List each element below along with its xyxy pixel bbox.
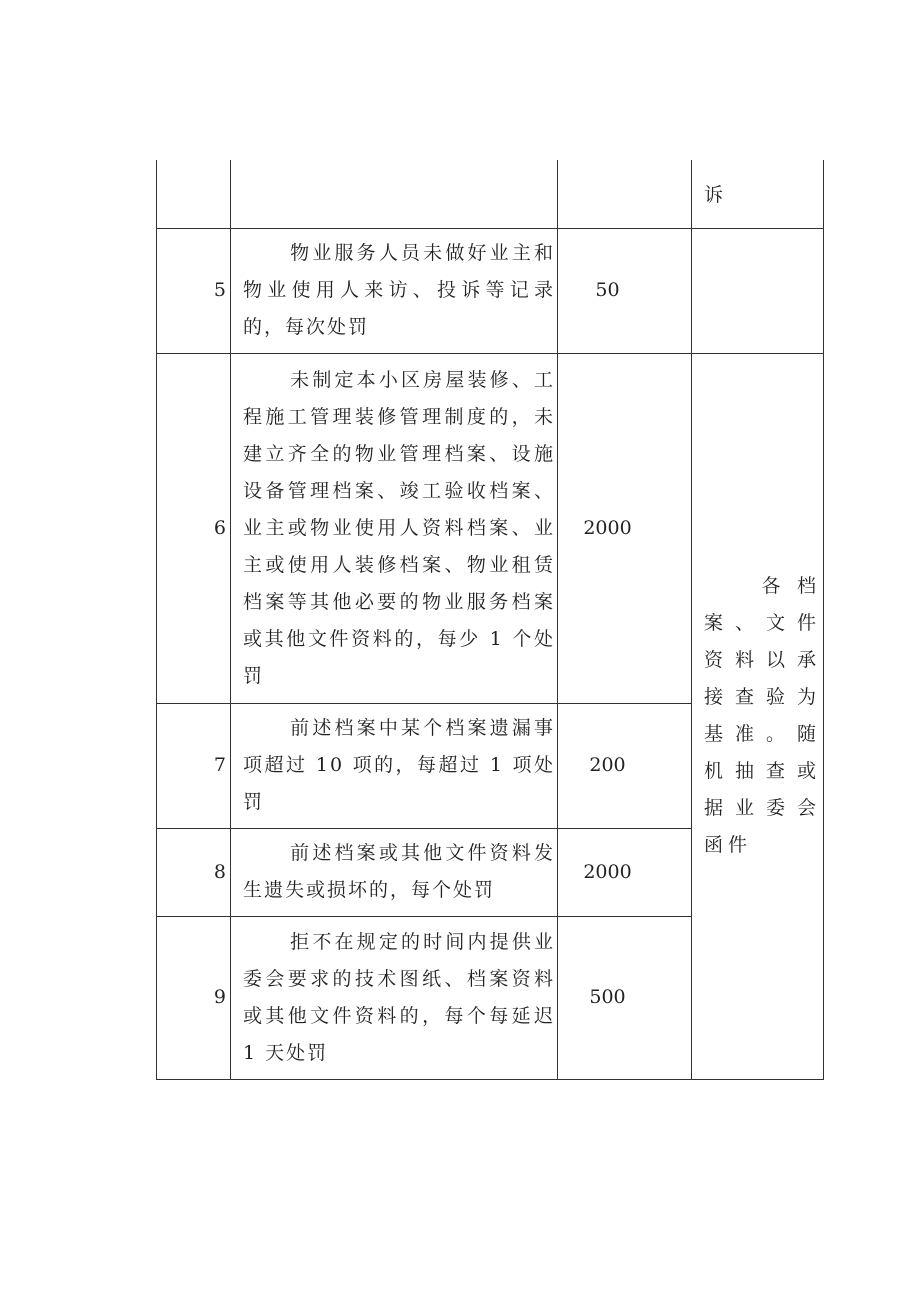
merged-note-cell <box>692 353 824 1079</box>
description-cell <box>231 916 558 1079</box>
amount-cell: 2000 <box>558 828 692 916</box>
description-cell <box>231 828 558 916</box>
row-number-cell: 7 <box>157 703 231 828</box>
row-number-cell: 5 <box>157 228 231 353</box>
description-cell <box>231 160 558 228</box>
description-cell <box>231 228 558 353</box>
description-cell <box>231 703 558 828</box>
description-text: 未制定本小区房屋装修、工程施工管理装修管理制度的，未建立齐全的物业管理档案、设施设备管理档案、竣工验收档案、业主或物业使用人资料档案、业主或使用人装修档案、物业租赁档案等其他必要的物业服务档案或其他文件资料的，每少 1 个处罚 <box>243 368 555 687</box>
row-number-cell: 8 <box>157 828 231 916</box>
table-row <box>157 353 824 703</box>
note-cell <box>692 228 824 353</box>
description-text: 前述档案中某个档案遗漏事项超过 10 项的，每超过 1 项处罚 <box>243 717 555 813</box>
description-cell <box>231 353 558 703</box>
amount-cell <box>558 160 692 228</box>
amount-cell: 500 <box>558 916 692 1079</box>
description-text: 前述档案或其他文件资料发生遗失或损坏的，每个处罚 <box>243 842 555 901</box>
table-row-continuation <box>157 160 824 228</box>
description-text: 拒不在规定的时间内提供业委会要求的技术图纸、档案资料或其他文件资料的，每个每延迟 1 天处罚 <box>243 930 555 1064</box>
merged-note-text: 各档案、文件资料以承接查验为基准。随机抽查或据业委会函件 <box>704 575 821 856</box>
amount-cell: 50 <box>558 228 692 353</box>
note-cell: 诉 <box>692 160 824 228</box>
table-row <box>157 228 824 353</box>
row-number-cell: 9 <box>157 916 231 1079</box>
penalty-table <box>156 160 824 1080</box>
row-number-cell: 6 <box>157 353 231 703</box>
description-text: 物业服务人员未做好业主和物业使用人来访、投诉等记录的，每次处罚 <box>243 242 555 338</box>
row-number-cell <box>157 160 231 228</box>
amount-cell: 2000 <box>558 353 692 703</box>
amount-cell: 200 <box>558 703 692 828</box>
